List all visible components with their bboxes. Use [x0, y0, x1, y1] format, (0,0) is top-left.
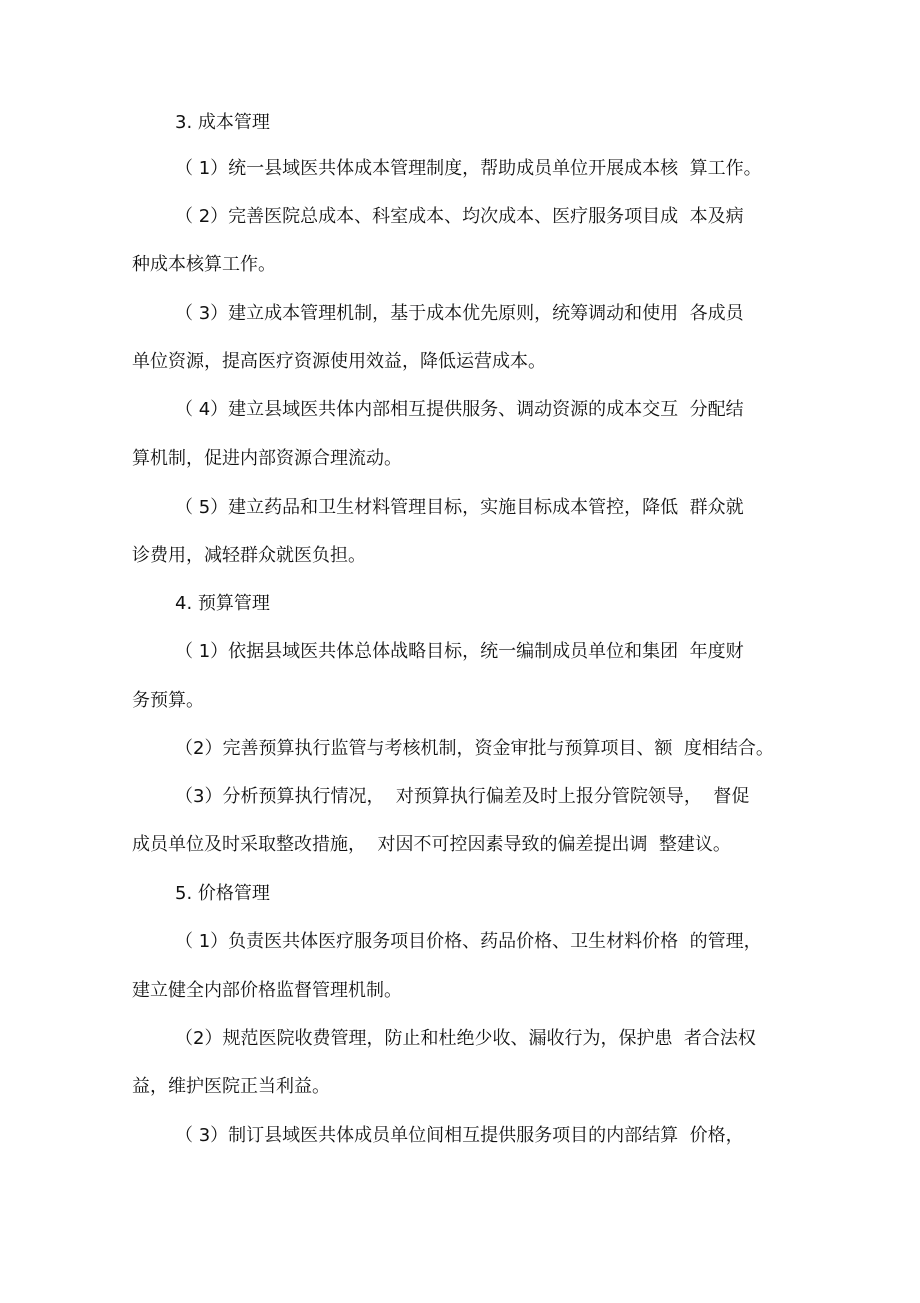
paragraph-line: （ 2）完善医院总成本、科室成本、均次成本、医疗服务项目成 本及病 [175, 206, 744, 227]
paragraph-line: （2）规范医院收费管理，防止和杜绝少收、漏收行为，保护患 者合法权 [175, 1028, 756, 1049]
paragraph-line: 单位资源，提高医疗资源使用效益，降低运营成本。 [132, 351, 546, 372]
paragraph-line: （ 1）依据县域医共体总体战略目标，统一编制成员单位和集团 年度财 [175, 641, 744, 662]
section-heading-price-management: 5. 价格管理 [175, 883, 270, 904]
paragraph-line: （ 4）建立县域医共体内部相互提供服务、调动资源的成本交互 分配结 [175, 399, 744, 420]
paragraph-line: 种成本核算工作。 [132, 254, 276, 275]
paragraph-line: 算机制，促进内部资源合理流动。 [132, 448, 402, 469]
paragraph-line: 成员单位及时采取整改措施， 对因不可控因素导致的偏差提出调 整建议。 [132, 834, 731, 855]
paragraph-line: 益，维护医院正当利益。 [132, 1076, 330, 1097]
paragraph-line: （2）完善预算执行监管与考核机制，资金审批与预算项目、额 度相结合。 [175, 738, 774, 759]
paragraph-line: （ 3）建立成本管理机制，基于成本优先原则，统筹调动和使用 各成员 [175, 303, 744, 324]
section-heading-budget-management: 4. 预算管理 [175, 593, 270, 614]
paragraph-line: 诊费用，减轻群众就医负担。 [132, 545, 366, 566]
paragraph-line: 建立健全内部价格监督管理机制。 [132, 980, 402, 1001]
paragraph-line: （ 1）负责医共体医疗服务项目价格、药品价格、卫生材料价格 的管理， [175, 931, 762, 952]
paragraph-line: （ 5）建立药品和卫生材料管理目标，实施目标成本管控，降低 群众就 [175, 497, 744, 518]
paragraph-line: （3）分析预算执行情况， 对预算执行偏差及时上报分管院领导， 督促 [175, 786, 750, 807]
section-heading-cost-management: 3. 成本管理 [175, 112, 270, 133]
paragraph-line: 务预算。 [132, 690, 204, 711]
paragraph-line: （ 1）统一县域医共体成本管理制度，帮助成员单位开展成本核 算工作。 [175, 158, 762, 179]
paragraph-line: （ 3）制订县域医共体成员单位间相互提供服务项目的内部结算 价格， [175, 1125, 744, 1146]
